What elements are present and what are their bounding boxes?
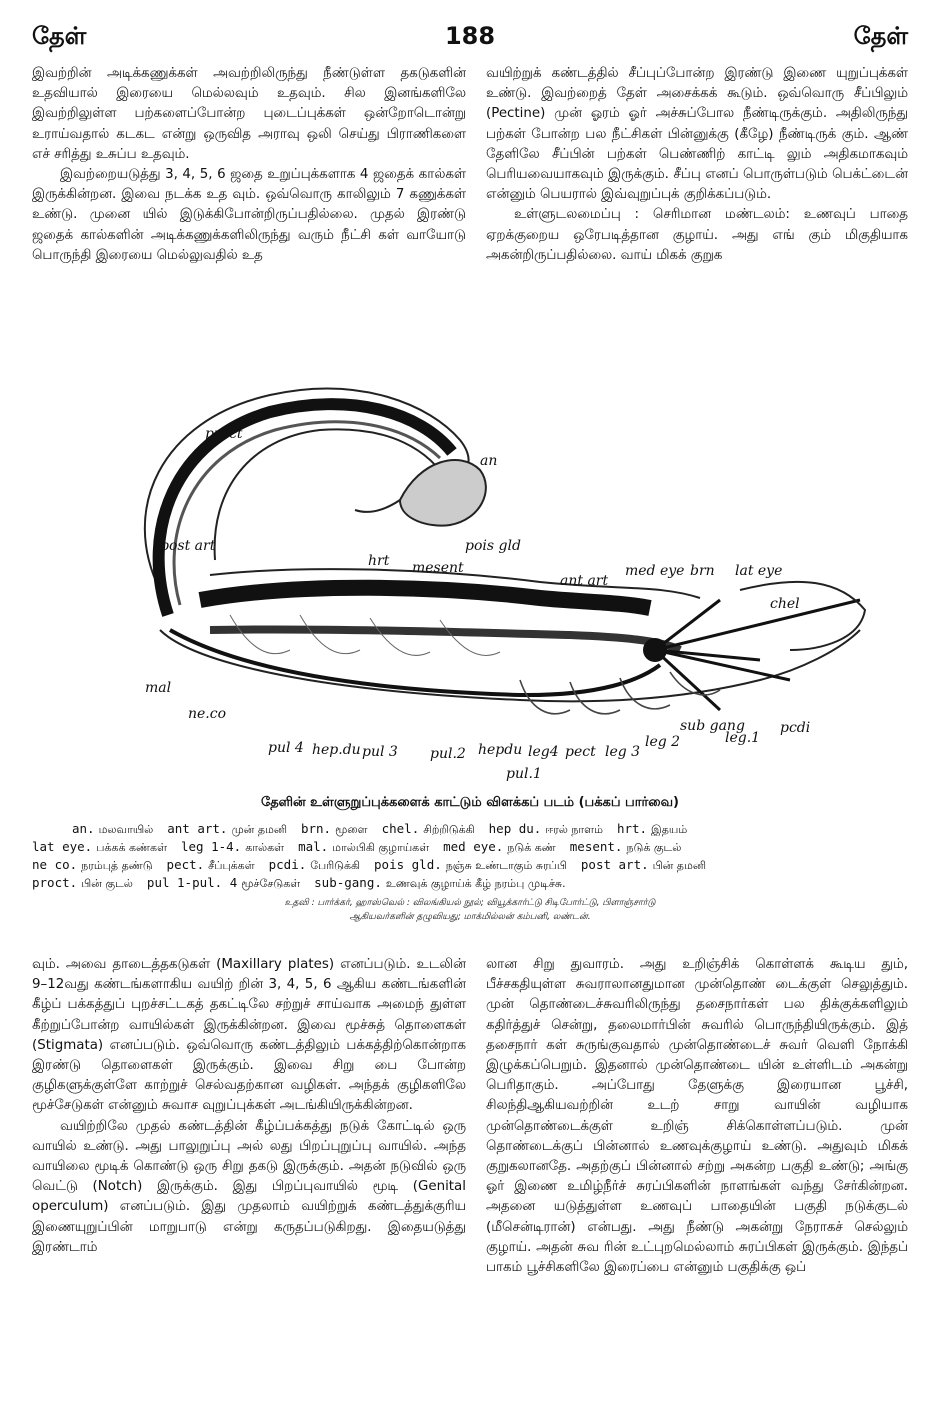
legend-abbr: pul 1-pul. 4: [146, 875, 238, 890]
legend-abbr: pect.: [166, 857, 205, 872]
column-bottom-left: [32, 955, 466, 1258]
label-pul2: pul.2: [430, 746, 466, 762]
label-subgang: sub gang: [680, 718, 745, 734]
label-mal: mal: [145, 680, 172, 696]
paragraph: வும். அவை தாடைத்தகடுகள் (Maxillary plates) எனப்படும். உடலின் 9–12வது கண்டங்களாகிய வயிற் றின் 3, 4, 5, 6 ஆகிய கண்டங்களின் கீழ்ப் பக்கத்துப் புறச்சட்டகத் தகட்டிலே சற்றுச் சாய்வாக அமைந் துள்ள கீற்றுப்போன்ற வாயில்கள் இருக்கின்றன. இவை மூச்சுத் தொளைகள் (Stigmata) எனப்படும். ஒவ்வொரு கண்டத்திலும் பக்கத்திற்கொன்றாக இரண்டு தொளைகள் இருக்கும். இவை சிறு பை போன்ற குழிகளுக்குள்ளே காற்றுச் செல்வதற்கான வழிகள். அந்தக் குழிகளிலே மூச்சேடுகள் என்னும் சுவாச வுறுப்புக்கள் அடங்கியிருக்கின்றன.: [32, 957, 466, 1114]
legend-meaning: ஈரல் நாளம்: [545, 823, 603, 836]
legend-meaning: உணவுக் குழாய்க் கீழ் நரம்பு முடிச்சு.: [385, 877, 566, 890]
label-leg3: leg 3: [605, 744, 641, 760]
heart: [200, 588, 650, 608]
sting: [355, 500, 400, 512]
label-pect: pect: [565, 744, 596, 760]
legend-abbr: brn.: [300, 821, 332, 836]
label-pul1: pul.1: [506, 766, 542, 782]
label-hep-du-1: hep.du: [312, 742, 361, 758]
legend-meaning: பக்கக் கண்கள்: [96, 841, 167, 854]
scorpion-anatomy-figure: [100, 350, 870, 785]
legend-abbr: med eye.: [443, 839, 504, 854]
telson-poison-gland: [400, 460, 486, 526]
label-hrt: hrt: [368, 553, 390, 569]
legend-meaning: சீப்புக்கள்: [208, 859, 255, 872]
paragraph: உள்ளுடலமைப்பு : செரிமான மண்டலம்: உணவுப் பாதை ஏறக்குறைய ஒரேபடித்தான குழாய். அது எங் கும் மிகுதியாக அகன்றிருப்பதில்லை. வாய் மிகக் குறுக: [486, 207, 908, 263]
paragraph: இவற்றின் அடிக்கணுக்கள் அவற்றிலிருந்து நீண்டுள்ள தகடுகளின் உதவியால் இரையை மெல்லவும் உதவும். சில இனங்களிலே இவற்றிலுள்ள பற்களைப்போன்ற புடைப்புக்கள் ஒன்றோடொன்று உராய்வதால் கடகட என்று ஒருவித அராவு ஒலி செய்து பிராணிகளை எச் சரித்து உசுப்ப உதவும்.: [32, 66, 466, 162]
posterior-artery: [174, 422, 440, 605]
legend-meaning: பின் தமனி: [652, 859, 706, 872]
label-leg1: leg.1: [725, 730, 761, 746]
legend-meaning: இதயம்: [651, 823, 688, 836]
legend-meaning: பின் குடல்: [81, 877, 133, 890]
legend-meaning: சிற்றிடுக்கி: [423, 823, 475, 836]
label-leg4: leg4: [528, 744, 559, 760]
legend-abbr: pcdi.: [268, 857, 307, 872]
label-proct: proct: [205, 426, 243, 442]
label-mesent: mesent: [412, 560, 464, 576]
running-head-left: தேள்: [32, 22, 87, 50]
page-number: 188: [444, 22, 496, 50]
running-head-right: தேள்: [853, 22, 908, 50]
label-brn: brn: [690, 563, 715, 579]
legend-row: [32, 856, 908, 874]
paragraph: இவற்றையடுத்து 3, 4, 5, 6 ஜதை உறுப்புக்களாக 4 ஜதைக் கால்கள் இருக்கின்றன. இவை நடக்க உத வும். ஒவ்வொரு காலிலும் 7 கணுக்கள் உண்டு. முனை யில் இடுக்கிபோன்றிருப்பதில்லை. முதல் இரண்டு ஜதைக் கால்களின் அடிக்கணுக்களிலிருந்து வரும் நீட்சி கள் வாயோடு பொருந்தி இரையை மெல்லுவதில் உத: [32, 167, 466, 263]
legend-row: [32, 874, 908, 892]
column-top-right: [486, 64, 908, 266]
label-lat-eye: lat eye: [735, 563, 783, 579]
anatomy-drawing: [100, 350, 870, 785]
legend-meaning: முன் தமனி: [231, 823, 287, 836]
legend-abbr: mal.: [298, 839, 329, 854]
label-med-eye: med eye: [625, 563, 685, 579]
figure-caption: தேளின் உள்ளுறுப்புக்களைக் காட்டும் விளக்கப் படம் (பக்கப் பார்வை): [260, 795, 679, 810]
legend-abbr: leg 1-4.: [180, 839, 242, 854]
legend-meaning: நரம்புத் தண்டு: [81, 859, 153, 872]
legend-abbr: proct.: [32, 875, 78, 890]
label-pul3: pul 3: [362, 744, 398, 760]
legend-abbr: ne co.: [32, 857, 78, 872]
legend-meaning: மால்பிகி குழாய்கள்: [332, 841, 430, 854]
chelicera-outline: [740, 582, 865, 650]
legend-abbr: hep du.: [488, 821, 542, 836]
legend-meaning: நடுக் கண்: [507, 841, 556, 854]
label-an: an: [480, 453, 498, 469]
figure-credit: [32, 896, 908, 924]
page-header: [32, 22, 908, 58]
legend-meaning: பேரிடுக்கி: [310, 859, 361, 872]
legend-abbr: hrt.: [616, 821, 648, 836]
legend-meaning: மலவாயில்: [98, 823, 154, 836]
legend-meaning: மூச்சேடுகள்: [241, 877, 301, 890]
figure-legend: [32, 820, 908, 892]
column-bottom-right: [486, 955, 908, 1278]
legend-abbr: ant art.: [167, 821, 228, 836]
label-post-art: post art: [160, 538, 216, 554]
label-pcdi: pcdi: [780, 720, 811, 736]
legend-abbr: post art.: [580, 857, 649, 872]
label-leg2: leg 2: [645, 734, 681, 750]
credit-line-2: ஆகியவர்களின் தழுவியது; மாக்மில்லன் கம்பனி, லண்டன்.: [349, 912, 591, 922]
label-pois-gld: pois gld: [465, 538, 521, 554]
legend-abbr: pois gld.: [374, 857, 442, 872]
legend-abbr: lat eye.: [32, 839, 93, 854]
legend-meaning: கால்கள்: [245, 841, 285, 854]
legend-abbr: sub-gang.: [314, 875, 382, 890]
legend-meaning: மூளை: [335, 823, 368, 836]
label-ant-art: ant art: [560, 573, 609, 589]
label-pul4: pul 4: [268, 740, 304, 756]
label-chel: chel: [770, 596, 800, 612]
label-ne-co: ne.co: [188, 706, 227, 722]
label-hep-du-2: hepdu: [478, 742, 523, 758]
legend-abbr: an.: [72, 821, 95, 836]
column-top-left: [32, 64, 466, 266]
legend-row: [32, 838, 908, 856]
paragraph: லான சிறு துவாரம். அது உறிஞ்சிக் கொள்ளக் கூடிய தும், பீச்சகதியுள்ள சுவராலானதுமான முன்தொண் டைக்குள் செலுத்தும். முன் தொண்டைச்சுவரிலிருந்து தசைநார்கள் பல திக்குக்களிலும் கதிர்த்துச் சென்று, தலைமார்பின் சுவரில் பொருந்தியிருக்கும். இத் தசைநார் கள் சுருங்குவதால் முன்தொண்டைச் சுவர் வெளி நோக்கி இழுக்கப்பெறும். இதனால் முன்தொண்டை யின் உள்ளிடம் அகன்று பெரிதாகும். அப்போது தேளுக்கு இரையான பூச்சி, சிலந்திஆகியவற்றின் உடற் சாறு வாயின் வழியாக முன்தொண்டைக்குள் உறிஞ் சிக்கொள்ளப்படும். முன் தொண்டைக்குப் பின்னால் உணவுக்குழாய் உண்டு. அதுவும் மிகக் குறுகலானதே. அதற்குப் பின்னால் சற்று அகன்ற பகுதி உண்டு; அங்கு ஓர் இணை உமிழ்நீர்ச் சுரப்பிகளின் நாளங்கள் வந்து சேர்கின்றன. அதனை யடுத்துள்ள உணவுப் பாதையின் பகுதி நடுக்குடல் (மீசென்டிரான்) என்பது. அது நீண்டு அகன்று நேராகச் செல்லும் குழாய். அதன் சுவ ரின் உட்புறமெல்லாம் சுரப்பிகள் இருக்கும். இந்தப் பாகம் பூச்சிகளிலே இரைப்பை என்னும் பகுதிக்கு ஒப்: [486, 957, 908, 1276]
paragraph: வயிற்றிலே முதல் கண்டத்தின் கீழ்ப்பக்கத்து நடுக் கோட்டில் ஒரு வாயில் உண்டு. அது பாலுறுப்பு அல் லது பிறப்புறுப்பு வாயில். அந்த வாயிலை மூடிக் கொண்டு ஒரு சிறு தகடு இருக்கும். அதன் நடுவில் ஒரு வெட்டு (Notch) இருக்கும். இது பிறப்புவாயில் மூடி (Genital operculum) எனப்படும். இது முதலாம் வயிற்றுக் கண்டத்துக்குரிய இணையுறுப்பின் மாறுபாடு என்று கருதப்படுகிறது. இதையடுத்து இரண்டாம்: [32, 1118, 466, 1255]
mesenteron: [210, 629, 680, 650]
credit-line-1: உதவி : பார்க்கர், ஹாஸ்வெல் : விலங்கியல் நூல்; வியூக்கார்ட்டு சிடிபோர்ட்டு, பிளாஞ்சார்டு: [284, 898, 656, 908]
nerve-cord: [170, 630, 660, 695]
legend-meaning: நடுக் குடல்: [626, 841, 682, 854]
legend-meaning: நஞ்சு உண்டாகும் சுரப்பி: [445, 859, 567, 872]
legend-row: [32, 820, 908, 838]
legend-abbr: chel.: [381, 821, 420, 836]
paragraph: வயிற்றுக் கண்டத்தில் சீப்புப்போன்ற இரண்டு இணை யுறுப்புக்கள் உண்டு. இவற்றைத் தேள் அசைக்கக் கூடும். ஒவ்வொரு சீப்பிலும் (Pectine) முன் ஓரம் ஓர் அச்சுப்போல நீண்டிருக்கும். அதிலிருந்து பற்கள் போன்ற பல நீட்சிகள் பின்னுக்கு (கீழே) நீண்டிருக் கும். ஆண் தேளிலே சீப்பின் பற்கள் பெண்ணிற் காட்டி லும் அதிகமாகவும் பெரியவையாகவும் இருக்கும். சீப்பு எனப் பொருள்படும் பெக்ட்டைன் என்னும் பெயரால் இவ்வுறுப்புக் குறிக்கப்படும்.: [486, 66, 908, 203]
legend-abbr: mesent.: [569, 839, 623, 854]
